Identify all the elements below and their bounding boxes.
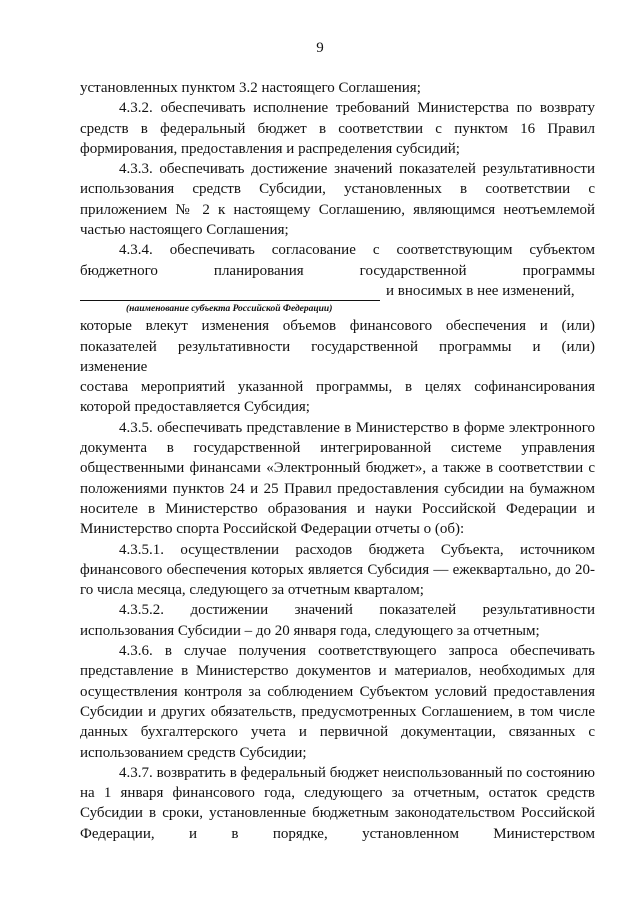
clause-4-3-4-line-2: бюджетного планирования государственной программы — [80, 262, 595, 279]
blank-field-row — [80, 281, 595, 301]
clause-4-3-4 — [80, 240, 595, 417]
clause-4-3-4-line-5: изменение — [80, 358, 148, 375]
clause-4-3-2: 4.3.2. обеспечивать исполнение требований Министерства по возврату средств в федеральный бюджет в соответствии с пунктом 16 Правил формирования, предоставления и распределения субсидий; — [80, 100, 595, 157]
clause-4-3-4-line-3: которые влекут изменения объемов финансового обеспечения и (или) — [80, 318, 595, 335]
clause-4-3-4-rest: состава мероприятий указанной программы, в целях софинансирования которой предоставляется Субсидия; — [80, 379, 595, 416]
clause-4-3-7: 4.3.7. возвратить в федеральный бюджет неиспользованный по состоянию на 1 января финансового года, следующего за отчетным, остаток средств Субсидии в сроки, установленные бюджетным законодательством Российской Федерации, и в порядке, установленном Министерством — [80, 764, 595, 842]
blank-field-caption: (наименование субъекта Российской Федерации) — [126, 304, 333, 315]
clause-4-3-4-line-4: показателей результативности государственной программы и (или) — [80, 338, 595, 355]
clause-4-3-5: 4.3.5. обеспечивать представление в Министерство в форме электронного документа в государственной интегрированной системе управления общественными финансами «Электронный бюджет», а также в соответствии с положениями пунктов 24 и 25 Правил предоставления субсидии на бумажном носителе в Министерство образования и науки Российской Федерации и Министерство спорта Российской Федерации отчеты о (об): — [80, 419, 595, 538]
clause-4-3-6: 4.3.6. в случае получения соответствующего запроса обеспечивать представление в Министерство документов и материалов, необходимых для осуществления контроля за соблюдением Субъектом условий предоставления Субсидии и других обязательств, предусмотренных Соглашением, в том числе данных бухгалтерского учета и первичной документации, связанных с использованием средств Субсидии; — [80, 643, 595, 761]
paragraph-continuation: установленных пунктом 3.2 настоящего Соглашения; — [80, 80, 421, 96]
page-number: 9 — [316, 40, 324, 56]
clause-4-3-5-1: 4.3.5.1. осуществлении расходов бюджета Субъекта, источником финансового обеспечения которых является Субсидия — ежеквартально, до 20-го числа месяца, следующего за отчетным кварталом; — [80, 541, 595, 599]
clause-4-3-5-2: 4.3.5.2. достижении значений показателей результативности использования Субсидии – до 20 января года, следующего за отчетным; — [80, 602, 595, 639]
clause-4-3-3: 4.3.3. обеспечивать достижение значений показателей результативности использования средств Субсидии, установленных в соответствии с приложением № 2 к настоящему Соглашению, являющимся неотъемлемой частью настоящего Соглашения; — [80, 161, 595, 239]
blank-fill-line — [80, 284, 380, 301]
clause-4-3-4-after-blank: и вносимых в нее изменений, — [386, 282, 575, 299]
document-body — [80, 78, 595, 844]
clause-4-3-4-line-1: 4.3.4. обеспечивать согласование с соответствующим субъектом — [119, 242, 595, 259]
